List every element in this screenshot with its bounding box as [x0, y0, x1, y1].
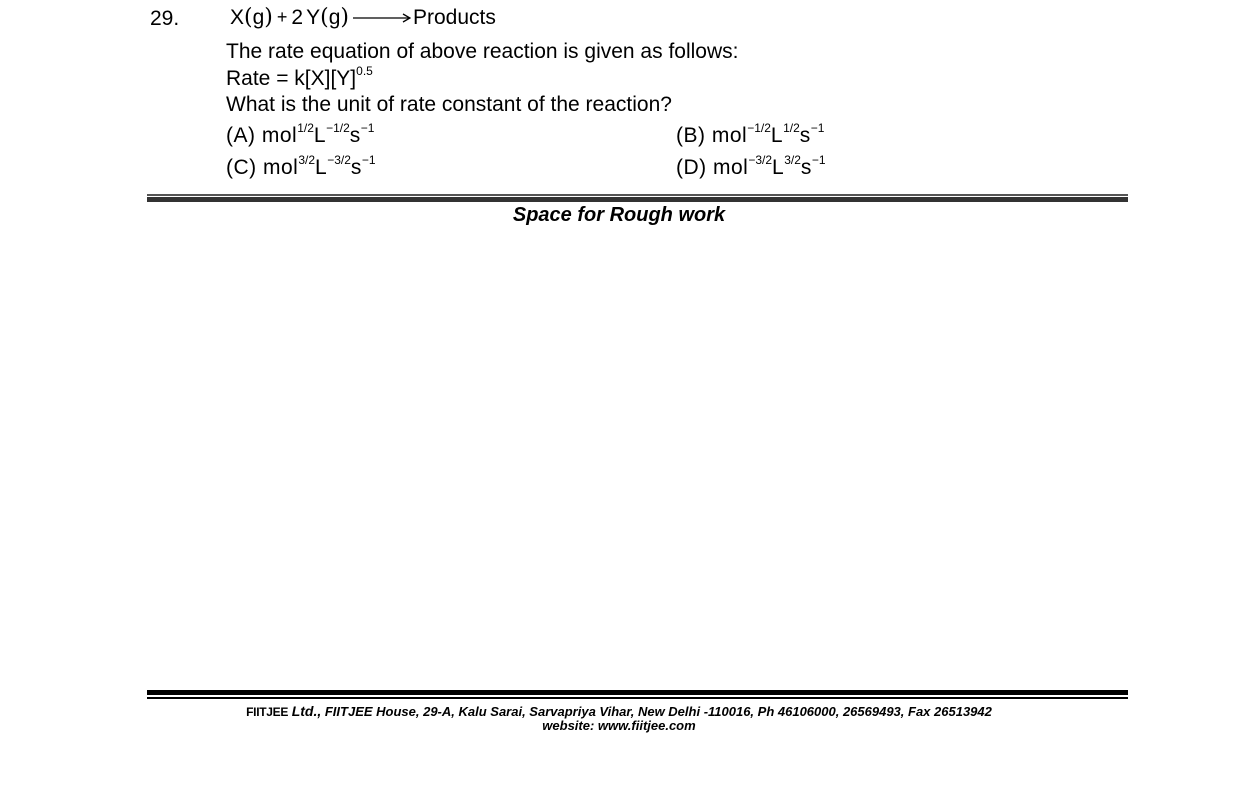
question-number: 29.: [150, 7, 180, 30]
rough-work-label: Space for Rough work: [512, 204, 726, 226]
reaction-arrow-icon: [353, 12, 411, 24]
rate-equation-base: Rate = k[X][Y]: [226, 67, 357, 90]
option-c[interactable]: (C) $mol^{3/2}L^{-3/2}s^{-1}$: [226, 153, 376, 179]
stem-line-3: What is the unit of rate constant of the reaction?: [226, 93, 672, 116]
footer-address-line: [0, 703, 1238, 719]
footer-website[interactable]: website: www.fiitjee.com: [542, 718, 696, 733]
option-b[interactable]: (B) $mol^{-1/2}L^{1/2}s^{-1}$: [676, 121, 825, 147]
footer-brand: FIITJEE: [246, 705, 289, 719]
reactant-x: X: [230, 5, 245, 29]
footer-divider: [147, 690, 1128, 699]
footer-address: FIITJEE House, 29-A, Kalu Sarai, Sarvapriya Vihar, New Delhi -110016, Ph 46106000, 26569493, Fax 26513942: [324, 704, 992, 719]
stem-line-1: The rate equation of above reaction is given as follows:: [226, 40, 739, 63]
option-a[interactable]: (A) $mol^{1/2}L^{-1/2}s^{-1}$: [226, 121, 375, 147]
reaction-equation: X ( g ) + 2 Y ( g ) Products: [230, 5, 496, 30]
footer-ltd: Ltd.,: [291, 703, 322, 719]
rate-equation: [226, 64, 373, 91]
option-d[interactable]: (D) $mol^{-3/2}L^{3/2}s^{-1}$: [676, 153, 826, 179]
reactant-y-state: g: [328, 5, 341, 29]
rate-exponent: 0.5: [356, 64, 373, 78]
reactant-y: Y: [306, 5, 321, 29]
products-label: Products: [412, 5, 496, 29]
reactant-x-state: g: [252, 5, 265, 29]
coefficient-y: 2: [291, 5, 304, 29]
top-divider: [147, 194, 1128, 202]
plus-sign: +: [276, 7, 288, 27]
